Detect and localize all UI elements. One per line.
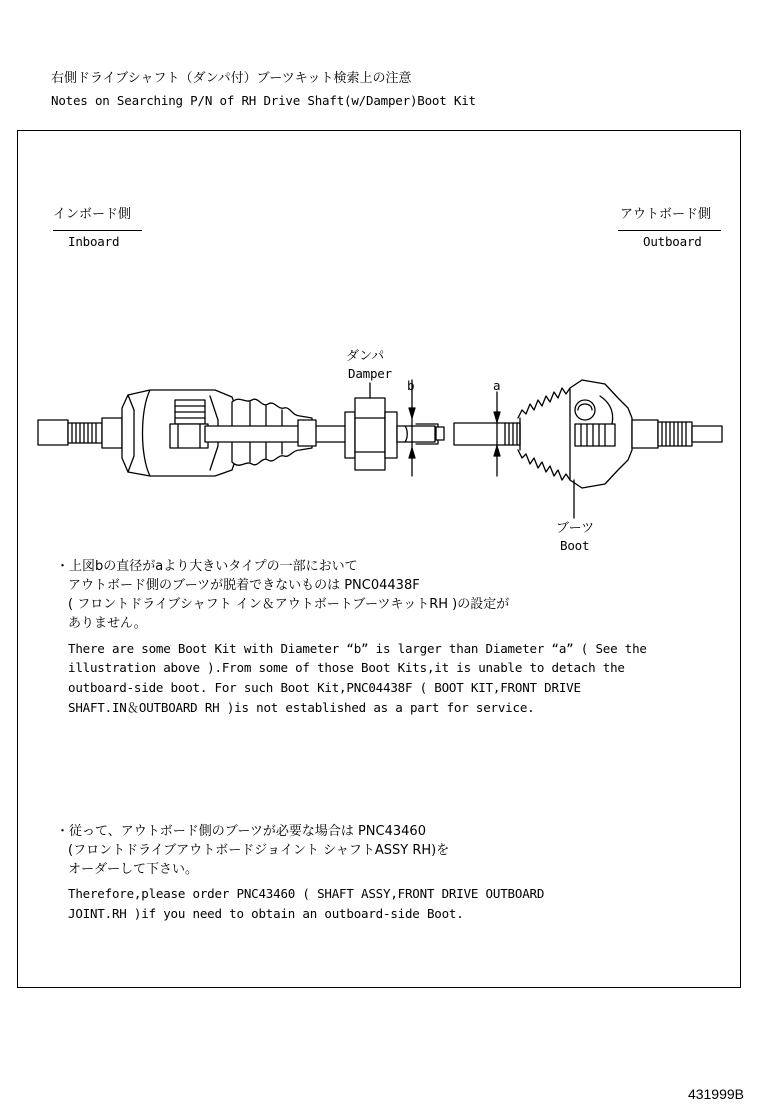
inboard-stub-shaft [38,418,122,448]
note2-jp-line2: (フロントドライブアウトボードジョイント シャフトASSY RH)を [68,843,450,858]
note1-jp-line1: ・上図bの直径がaより大きいタイプの一部において [56,559,358,574]
note2-jp-line1: ・従って、アウトボード側のブーツが必要な場合は PNC43460 [56,824,426,839]
note1-en-line1: There are some Boot Kit with Diameter “b” is larger than Diameter “a” ( See the [68,641,647,656]
outboard-label-en: Outboard [643,234,702,249]
note1-jp-line3: ( フロントドライブシャフト イン＆アウトボートブーツキットRH )の設定が [68,597,510,612]
boot-label-en: Boot [560,538,590,553]
damper-label-jp: ダンパ [346,349,385,364]
note2-en-line1: Therefore,please order PNC43460 ( SHAFT ASSY,FRONT DRIVE OUTBOARD [68,886,545,901]
boot-label-jp: ブーツ [556,521,595,536]
note1-jp-line2: アウトボード側のブーツが脱着できないものは PNC04438F [68,578,420,593]
outboard-stub-shaft [632,420,722,448]
inboard-label-en: Inboard [68,234,120,249]
damper [345,398,397,470]
outboard-joint [570,380,632,488]
dimension-b-label: b [407,378,415,393]
note2-en-line2: JOINT.RH )if you need to obtain an outboard-side Boot. [68,906,464,921]
note1-en-line4: SHAFT.IN＆OUTBOARD RH )is not established as a part for service. [68,700,535,715]
dimension-a-label: a [493,378,501,393]
note1-en-line3: outboard-side boot. For such Boot Kit,PNC04438F ( BOOT KIT,FRONT DRIVE [68,680,581,695]
main-shaft-center [397,424,444,444]
note1-en-line2: illustration above ).From some of those Boot Kits,it is unable to detach the [68,660,625,675]
damper-label-en: Damper [348,366,392,381]
outboard-label-jp: アウトボード側 [620,207,712,222]
figure-code: 431999B [687,1086,744,1102]
page-title-en: Notes on Searching P/N of RH Drive Shaft(w/Damper)Boot Kit [51,93,476,108]
main-shaft-outboard [454,423,520,445]
note2-jp-line3: オーダーして下さい。 [68,862,199,877]
inboard-label-jp: インボード側 [53,207,132,222]
outboard-boot [518,388,575,480]
page-title-jp: 右側ドライブシャフト（ダンパ付）ブーツキット検索上の注意 [51,71,412,86]
note1-jp-line4: ありません。 [68,616,147,631]
